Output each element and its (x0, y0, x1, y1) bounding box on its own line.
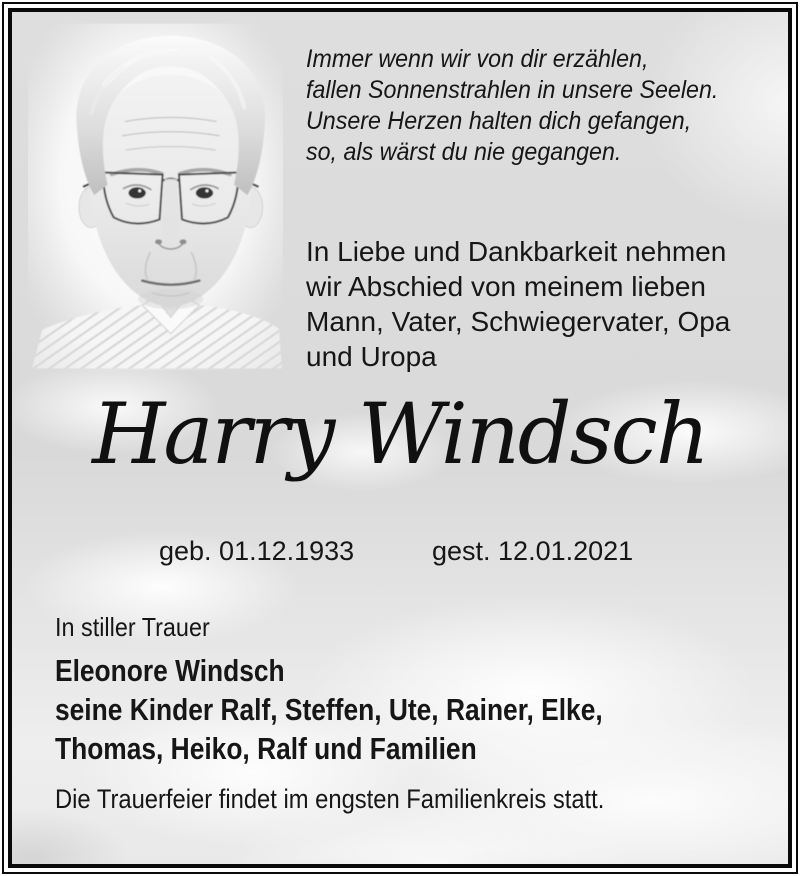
mourning-intro-label: In stiller Trauer (55, 612, 210, 642)
obituary-content (12, 12, 788, 864)
farewell-text (306, 234, 730, 374)
deceased-name: Harry Windsch (92, 385, 708, 483)
mourner-line-2: seine Kinder Ralf, Steffen, Ute, Rainer, Elke, (55, 692, 603, 727)
portrait-photo (28, 22, 283, 372)
portrait-illustration (28, 22, 283, 372)
memorial-poem (306, 44, 749, 168)
ceremony-note: Die Trauerfeier findet im engsten Familienkreis statt. (55, 784, 605, 814)
poem-line-3: Unsere Herzen halten dich gefangen, (306, 107, 692, 135)
death-date: gest. 12.01.2021 (432, 536, 634, 566)
mourner-line-3: Thomas, Heiko, Ralf und Familien (55, 731, 477, 766)
poem-line-2: fallen Sonnenstrahlen in unsere Seelen. (306, 76, 719, 104)
farewell-line-2: wir Abschied von meinem lieben (306, 271, 706, 302)
mourners-list (55, 651, 699, 768)
birth-date: geb. 01.12.1933 (159, 536, 355, 566)
mourner-line-1: Eleonore Windsch (55, 653, 285, 688)
farewell-line-1: In Liebe und Dankbarkeit nehmen (306, 236, 727, 267)
farewell-line-3: Mann, Vater, Schwiegervater, Opa (306, 306, 731, 337)
farewell-line-4: und Uropa (306, 341, 437, 372)
poem-line-4: so, als wärst du nie gegangen. (306, 138, 622, 166)
poem-line-1: Immer wenn wir von dir erzählen, (306, 45, 649, 73)
